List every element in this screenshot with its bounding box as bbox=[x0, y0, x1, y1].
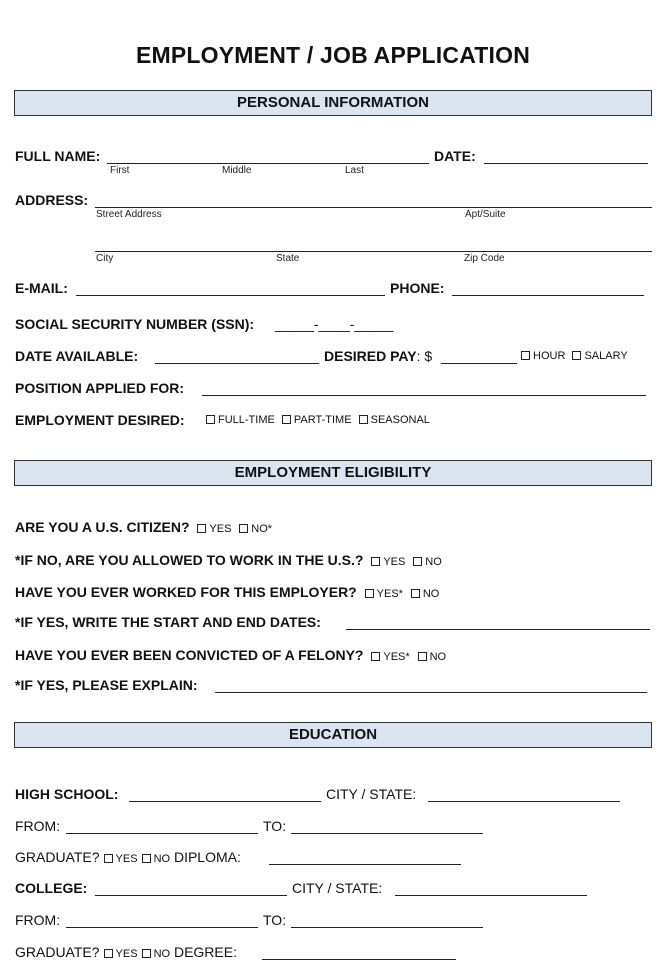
last-name-caption: Last bbox=[345, 165, 364, 176]
part-time-checkbox[interactable] bbox=[282, 415, 291, 424]
phone-label: PHONE: bbox=[390, 280, 445, 296]
full-time-checkbox[interactable] bbox=[206, 415, 215, 424]
hour-label: HOUR bbox=[533, 350, 566, 362]
hs-graduate-yes-checkbox[interactable] bbox=[104, 854, 113, 863]
hs-to-field[interactable] bbox=[291, 833, 483, 834]
felony-yes-checkbox[interactable] bbox=[371, 652, 380, 661]
worked-yes-checkbox[interactable] bbox=[365, 589, 374, 598]
college-graduate-no-checkbox[interactable] bbox=[142, 949, 151, 958]
degree-field[interactable] bbox=[262, 959, 456, 960]
allowed-yes-checkbox[interactable] bbox=[371, 557, 380, 566]
section-header-education bbox=[14, 722, 652, 748]
first-name-caption: First bbox=[110, 165, 130, 176]
seasonal-checkbox[interactable] bbox=[359, 415, 368, 424]
hs-city-state-field[interactable] bbox=[428, 801, 620, 802]
allowed-no-label: NO bbox=[425, 556, 442, 568]
part-time-label: PART-TIME bbox=[293, 414, 352, 426]
form-title: EMPLOYMENT / JOB APPLICATION bbox=[135, 42, 531, 68]
hs-graduate-label: GRADUATE? bbox=[15, 849, 100, 865]
zip-code-caption: Zip Code bbox=[464, 253, 505, 264]
full-time-label: FULL-TIME bbox=[218, 414, 275, 426]
desired-pay-field[interactable] bbox=[441, 363, 517, 364]
hs-graduate-yes-label: YES bbox=[115, 853, 138, 865]
middle-name-caption: Middle bbox=[222, 165, 252, 176]
hour-checkbox[interactable] bbox=[521, 351, 530, 360]
college-label: COLLEGE: bbox=[15, 880, 88, 896]
city-caption: City bbox=[96, 253, 114, 264]
hs-from-label: FROM: bbox=[15, 818, 61, 834]
employment-type-options bbox=[202, 414, 430, 426]
desired-pay-text: DESIRED PAY bbox=[324, 348, 417, 364]
full-name-label: FULL NAME: bbox=[15, 148, 101, 164]
felony-question bbox=[15, 647, 446, 663]
college-to-label: TO: bbox=[263, 912, 287, 928]
allowed-no-checkbox[interactable] bbox=[413, 557, 422, 566]
section-title: EDUCATION bbox=[288, 726, 378, 743]
worked-no-checkbox[interactable] bbox=[411, 589, 420, 598]
state-caption: State bbox=[276, 253, 300, 264]
salary-label: SALARY bbox=[584, 350, 628, 362]
college-from-field[interactable] bbox=[66, 927, 258, 928]
allowed-yes-label: YES bbox=[383, 556, 406, 568]
date-available-field[interactable] bbox=[155, 363, 319, 364]
desired-pay-dollar: : $ bbox=[416, 348, 433, 364]
citizen-yes-label: YES bbox=[209, 523, 232, 535]
ssn-label: SOCIAL SECURITY NUMBER (SSN): bbox=[15, 316, 255, 332]
college-graduate-yes-checkbox[interactable] bbox=[104, 949, 113, 958]
street-address-caption: Street Address bbox=[96, 209, 162, 220]
degree-label: DEGREE: bbox=[173, 944, 237, 960]
college-to-field[interactable] bbox=[291, 927, 483, 928]
diploma-field[interactable] bbox=[269, 864, 461, 865]
college-from-label: FROM: bbox=[15, 912, 61, 928]
phone-field[interactable] bbox=[452, 295, 644, 296]
citizen-question-text: ARE YOU A U.S. CITIZEN? bbox=[15, 519, 190, 535]
hs-to-label: TO: bbox=[263, 818, 287, 834]
allowed-to-work-question bbox=[15, 552, 442, 568]
high-school-field[interactable] bbox=[129, 801, 321, 802]
citizen-question bbox=[15, 519, 272, 535]
college-graduate-row bbox=[15, 944, 237, 960]
street-address-field[interactable] bbox=[95, 207, 652, 208]
hs-graduate-no-checkbox[interactable] bbox=[142, 854, 151, 863]
hs-graduate-no-label: NO bbox=[153, 853, 171, 865]
college-graduate-no-label: NO bbox=[153, 948, 171, 960]
college-field[interactable] bbox=[95, 895, 287, 896]
high-school-label: HIGH SCHOOL: bbox=[15, 786, 119, 802]
apt-suite-caption: Apt/Suite bbox=[465, 209, 506, 220]
position-label: POSITION APPLIED FOR: bbox=[15, 380, 185, 396]
date-label: DATE: bbox=[434, 148, 476, 164]
worked-no-label: NO bbox=[422, 588, 440, 600]
position-field[interactable] bbox=[202, 395, 646, 396]
citizen-no-label: NO* bbox=[251, 523, 273, 535]
worked-yes-label: YES* bbox=[376, 588, 403, 600]
citizen-yes-checkbox[interactable] bbox=[197, 524, 206, 533]
seasonal-label: SEASONAL bbox=[370, 414, 430, 426]
pay-type-options bbox=[517, 350, 628, 362]
college-city-state-field[interactable] bbox=[395, 895, 587, 896]
email-label: E-MAIL: bbox=[15, 280, 68, 296]
college-graduate-label: GRADUATE? bbox=[15, 944, 100, 960]
worked-before-question bbox=[15, 584, 439, 600]
felony-yes-label: YES* bbox=[383, 651, 410, 663]
email-field[interactable] bbox=[76, 295, 385, 296]
explain-field[interactable] bbox=[215, 692, 647, 693]
city-state-zip-field[interactable] bbox=[95, 251, 652, 252]
worked-before-text: HAVE YOU EVER WORKED FOR THIS EMPLOYER? bbox=[15, 584, 357, 600]
felony-question-text: HAVE YOU EVER BEEN CONVICTED OF A FELONY? bbox=[15, 647, 364, 663]
dates-question: *IF YES, WRITE THE START AND END DATES: bbox=[15, 614, 321, 630]
citizen-no-checkbox[interactable] bbox=[239, 524, 248, 533]
section-header-eligibility bbox=[14, 460, 652, 486]
diploma-label: DIPLOMA: bbox=[173, 849, 241, 865]
felony-no-label: NO bbox=[429, 651, 447, 663]
date-available-label: DATE AVAILABLE: bbox=[15, 348, 139, 364]
ssn-field[interactable]: _____-____-_____ bbox=[275, 316, 394, 332]
college-graduate-yes-label: YES bbox=[115, 948, 138, 960]
college-city-state-label: CITY / STATE: bbox=[292, 880, 383, 896]
felony-no-checkbox[interactable] bbox=[418, 652, 427, 661]
address-label: ADDRESS: bbox=[15, 192, 89, 208]
hs-from-field[interactable] bbox=[66, 833, 258, 834]
allowed-to-work-text: *IF NO, ARE YOU ALLOWED TO WORK IN THE U.S.? bbox=[15, 552, 364, 568]
section-header-personal bbox=[14, 90, 652, 116]
explain-question: *IF YES, PLEASE EXPLAIN: bbox=[15, 677, 198, 693]
start-end-dates-field[interactable] bbox=[346, 629, 650, 630]
section-title: PERSONAL INFORMATION bbox=[237, 94, 429, 111]
employment-desired-label: EMPLOYMENT DESIRED: bbox=[15, 412, 185, 428]
hs-city-state-label: CITY / STATE: bbox=[326, 786, 417, 802]
full-name-field[interactable] bbox=[107, 163, 429, 164]
date-field[interactable] bbox=[484, 163, 648, 164]
salary-checkbox[interactable] bbox=[572, 351, 581, 360]
section-title: EMPLOYMENT ELIGIBILITY bbox=[234, 464, 432, 481]
hs-graduate-row bbox=[15, 849, 241, 865]
desired-pay-label bbox=[324, 348, 432, 364]
